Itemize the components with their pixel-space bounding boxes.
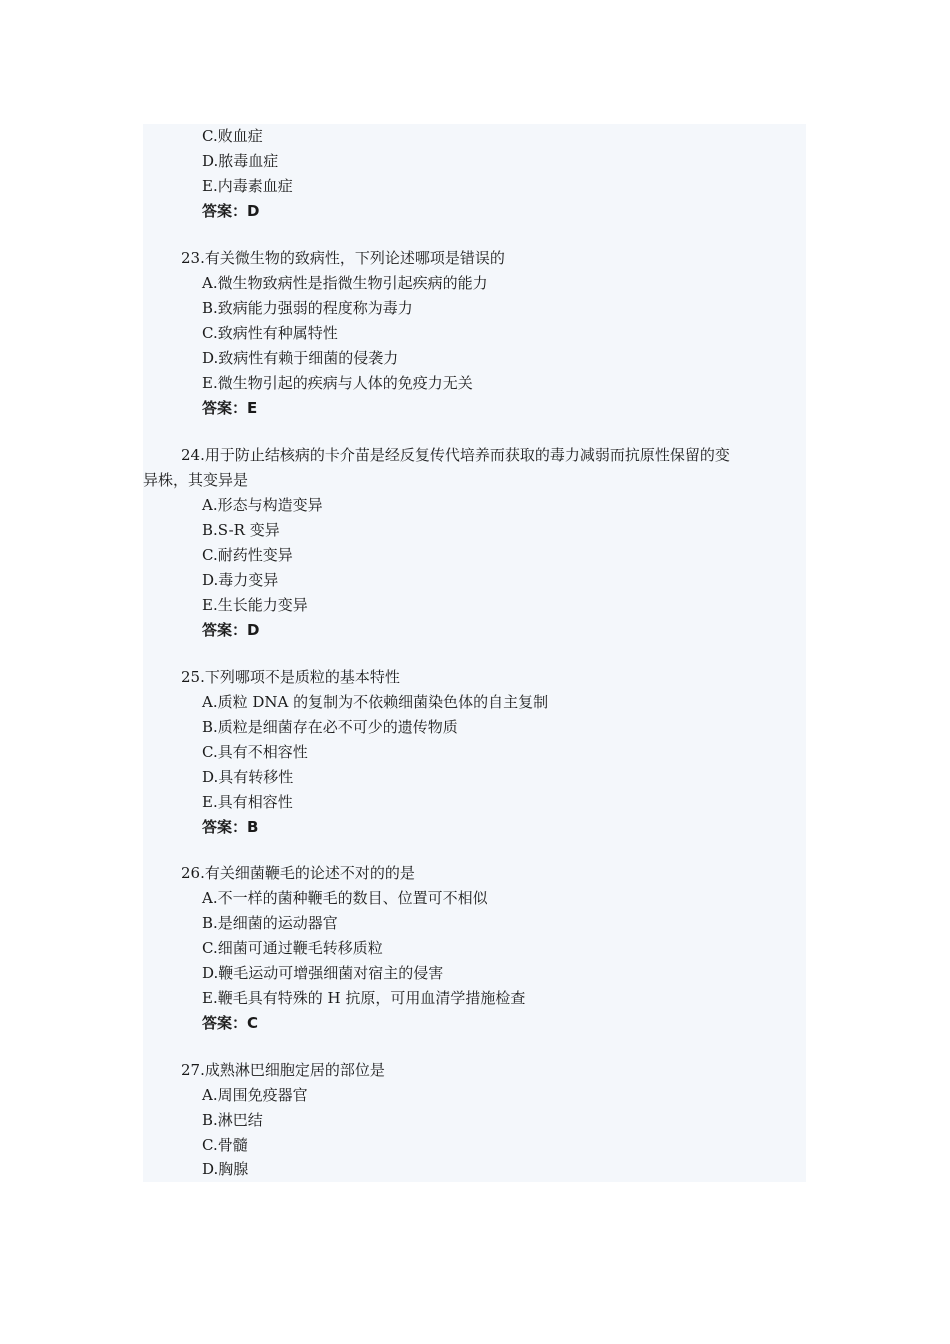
q27-option-c: C.骨髓 [202,1136,248,1154]
q25-stem: 25.下列哪项不是质粒的基本特性 [181,668,400,686]
q24-option-d: D.毒力变异 [202,571,279,589]
q25-option-c: C.具有不相容性 [202,743,308,761]
q25-option-e: E.具有相容性 [202,793,293,811]
q27-option-b: B.淋巴结 [202,1111,263,1129]
q27-option-a: A.周围免疫器官 [202,1086,308,1104]
q23-option-e: E.微生物引起的疾病与人体的免疫力无关 [202,374,473,392]
q25-option-a: A.质粒 DNA 的复制为不依赖细菌染色体的自主复制 [202,693,549,711]
prev-option-c: C.败血症 [202,127,263,145]
q24-option-b: B.S-R 变异 [202,521,280,539]
q23-option-b: B.致病能力强弱的程度称为毒力 [202,299,413,317]
q27-stem: 27.成熟淋巴细胞定居的部位是 [181,1061,385,1079]
q24-option-e: E.生长能力变异 [202,596,308,614]
q24-stem-line2: 异株，其变异是 [143,471,249,489]
q23-stem: 23.有关微生物的致病性，下列论述哪项是错误的 [181,249,505,267]
q23-option-c: C.致病性有种属特性 [202,324,338,342]
q23-option-a: A.微生物致病性是指微生物引起疾病的能力 [202,274,488,292]
prev-option-d: D.脓毒血症 [202,152,279,170]
q24-answer: 答案：D [202,621,260,639]
q26-answer: 答案：C [202,1014,259,1032]
q25-option-b: B.质粒是细菌存在必不可少的遗传物质 [202,718,458,736]
q26-option-e: E.鞭毛具有特殊的 H 抗原，可用血清学措施检查 [202,989,526,1007]
q24-option-c: C.耐药性变异 [202,546,293,564]
prev-answer: 答案：D [202,202,260,220]
q27-option-d: D.胸腺 [202,1160,249,1178]
q25-option-d: D.具有转移性 [202,768,294,786]
q24-option-a: A.形态与构造变异 [202,496,323,514]
q26-option-d: D.鞭毛运动可增强细菌对宿主的侵害 [202,964,444,982]
q26-option-a: A.不一样的菌种鞭毛的数目、位置可不相似 [202,889,488,907]
q24-stem-line1: 24.用于防止结核病的卡介苗是经反复传代培养而获取的毒力减弱而抗原性保留的变 [181,446,730,464]
q26-option-b: B.是细菌的运动器官 [202,914,338,932]
q23-answer: 答案：E [202,399,258,417]
q25-answer: 答案：B [202,818,259,836]
q23-option-d: D.致病性有赖于细菌的侵袭力 [202,349,399,367]
prev-option-e: E.内毒素血症 [202,177,293,195]
q26-option-c: C.细菌可通过鞭毛转移质粒 [202,939,383,957]
q26-stem: 26.有关细菌鞭毛的论述不对的的是 [181,864,415,882]
